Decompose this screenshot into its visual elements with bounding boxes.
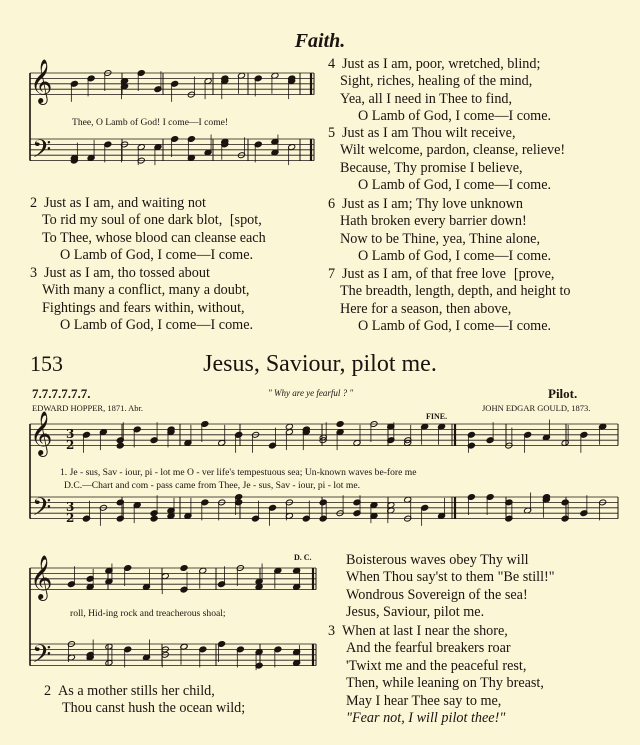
- verse-line: Thou canst hush the ocean wild;: [62, 700, 246, 717]
- verse-line: O Lamb of God, I come—I come.: [358, 108, 552, 125]
- verse-line: Wondrous Sovereign of the sea!: [346, 586, 528, 603]
- lyric-line-2: D.C.—Chart and com - pass came from Thee, Je - sus, Sav - iour, pi - lot me.: [64, 480, 360, 491]
- verse-line: O Lamb of God, I come—I come.: [358, 248, 552, 265]
- verse-number: 5: [328, 125, 336, 141]
- verse-line: 'Twixt me and the peaceful rest,: [346, 657, 527, 674]
- verse-6: [328, 196, 551, 266]
- author-credit: EDWARD HOPPER, 1871. Abr.: [32, 403, 143, 413]
- svg-text:𝄢: 𝄢: [32, 135, 52, 170]
- hymn-number: 153: [30, 351, 63, 376]
- verse-2: [30, 195, 266, 265]
- verse-line: To rid my soul of one dark blot,: [42, 212, 223, 229]
- verse-line: O Lamb of God, I come—I come.: [358, 177, 552, 194]
- verse-line: Now to be Thine, yea, Thine alone,: [340, 230, 541, 247]
- verse-number: 2: [44, 683, 52, 699]
- fine-marking: FINE.: [426, 412, 448, 421]
- svg-text:3: 3: [66, 500, 75, 514]
- verse-7: [328, 266, 571, 336]
- verse-number: 2: [30, 195, 38, 211]
- verse-line: O Lamb of God, I come—I come.: [358, 318, 552, 335]
- verse-line: Jesus, Saviour, pilot me.: [346, 604, 485, 621]
- svg-text:2: 2: [66, 438, 75, 452]
- verse-line: When at last I near the shore,: [342, 623, 508, 639]
- verse-line: Just as I am, tho tossed about: [44, 265, 210, 281]
- verse-line: Sight, riches, healing of the mind,: [340, 73, 533, 90]
- hymn-title: Jesus, Saviour, pilot me.: [203, 351, 437, 377]
- verse-line: Because, Thy promise I believe,: [340, 159, 523, 176]
- verse-4: [328, 56, 551, 126]
- verse-line: Wilt welcome, pardon, cleanse, relieve!: [340, 142, 566, 159]
- verse-line: Just as I am; Thy love unknown: [342, 196, 524, 212]
- hymn-verse-3: [328, 623, 544, 727]
- verse-line: "Fear not, I will pilot thee!": [346, 710, 506, 727]
- dc-marking: D. C.: [294, 553, 312, 562]
- scripture-reference: " Why are ye fearful ? ": [268, 388, 354, 398]
- svg-text:𝄢: 𝄢: [32, 640, 52, 675]
- verse-line: When Thou say'st to them "Be still!": [346, 569, 555, 586]
- composer-credit: JOHN EDGAR GOULD, 1873.: [482, 403, 591, 413]
- verse-line: As a mother stills her child,: [58, 683, 215, 699]
- verse-line: Hath broken every barrier down!: [340, 213, 527, 230]
- verse-line: O Lamb of God, I come—I come.: [60, 317, 254, 334]
- prev-lyric-line: Thee, O Lamb of God! I come—I come!: [72, 117, 229, 128]
- verse-line: Just as I am, of that free love: [342, 266, 506, 282]
- svg-text:𝄢: 𝄢: [32, 493, 52, 528]
- verse-line: May I hear Thee say to me,: [346, 692, 502, 709]
- verse-1-continuation: [346, 552, 555, 622]
- verse-line: Then, while leaning on Thy breast,: [346, 675, 544, 692]
- page-header: Faith.: [294, 30, 346, 52]
- verse-line: With many a conflict, many a doubt,: [42, 282, 250, 299]
- lyric-line-1: 1. Je - sus, Sav - iour, pi - lot me O - ver life's tempestuous sea; Un-known waves be-fore me: [60, 467, 417, 478]
- verse-number: 3: [328, 623, 336, 639]
- verse-line: Yea, all I need in Thee to find,: [340, 90, 513, 107]
- verse-line: O Lamb of God, I come—I come.: [60, 247, 254, 264]
- verse-number: 4: [328, 56, 336, 72]
- verse-number: 7: [328, 266, 336, 282]
- verse-line: Just as I am, and waiting not: [44, 195, 206, 211]
- svg-text:2: 2: [66, 511, 75, 525]
- verse-turnover: [spot,: [229, 212, 262, 229]
- verse-line: Boisterous waves obey Thy will: [346, 552, 529, 568]
- svg-text:3: 3: [66, 427, 75, 441]
- verse-number: 6: [328, 196, 336, 212]
- verse-line: Just as I am Thou wilt receive,: [342, 125, 516, 141]
- hymn-verse-2: [44, 683, 245, 718]
- verse-5: [328, 125, 565, 195]
- verse-line: Just as I am, poor, wretched, blind;: [342, 56, 541, 72]
- verse-3: [30, 265, 253, 335]
- verse-number: 3: [30, 265, 38, 281]
- tune-name: Pilot.: [548, 386, 578, 401]
- svg-text:𝄞: 𝄞: [30, 411, 53, 455]
- hymn-meter: 7.7.7.7.7.7.: [32, 386, 91, 401]
- svg-text:𝄞: 𝄞: [30, 59, 53, 103]
- verse-line: Fightings and fears within, without,: [42, 299, 245, 316]
- verse-line: And the fearful breakers roar: [346, 640, 511, 657]
- verse-line: Here for a season, then above,: [340, 300, 512, 317]
- verse-turnover: [prove,: [513, 266, 555, 282]
- svg-text:𝄞: 𝄞: [30, 555, 53, 599]
- lyric-line-3: roll, Hid-ing rock and treacherous shoal;: [70, 608, 226, 619]
- verse-line: The breadth, length, depth, and height to: [340, 283, 571, 300]
- verse-line: To Thee, whose blood can cleanse each: [42, 229, 266, 246]
